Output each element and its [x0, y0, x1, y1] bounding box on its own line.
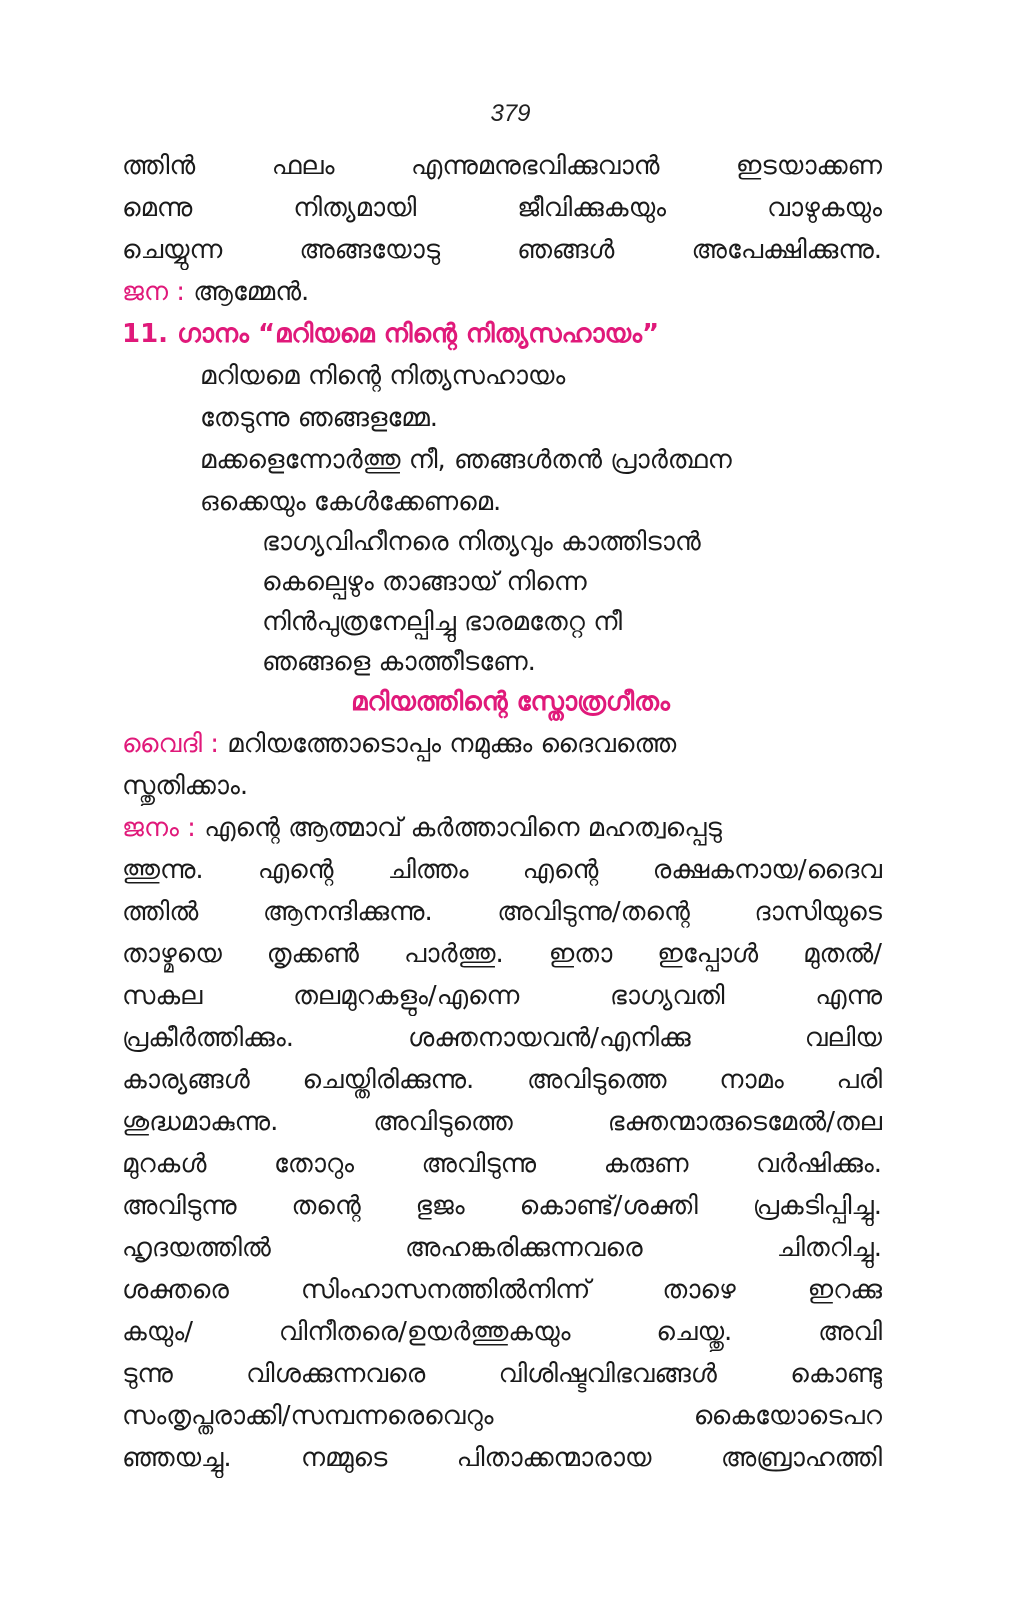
text-line: പ്രകീർത്തിക്കും. ശക്തനായവൻ/എനിക്കു വലിയ — [122, 1023, 882, 1053]
page-number: 379 — [490, 100, 531, 127]
text-line: അവിടുന്നു തന്റെ ഭുജം കൊണ്ട്/ശക്തി പ്രകടിപ്പിച്ചു. — [122, 1191, 882, 1221]
song-heading: 11. ഗാനം “മറിയമെ നിന്റെ നിത്യസഹായം” — [122, 319, 660, 349]
song-line: ഒക്കെയും കേൾക്കേണമെ. — [200, 487, 502, 517]
priest-text: മറിയത്തോടൊപ്പം നമുക്കും ദൈവത്തെ — [227, 729, 677, 759]
text-line: ശുദ്ധമാകുന്നു. അവിടുത്തെ ഭക്തന്മാരുടെമേൽ/തല — [122, 1107, 882, 1137]
speaker-label: വൈദി : — [122, 729, 220, 759]
text-line: താഴ്മയെ തൃക്കൺ പാർത്തു. ഇതാ ഇപ്പോൾ മുതൽ/ — [122, 939, 882, 969]
speaker-label: ജന : — [122, 277, 186, 307]
song-line: കെല്പെഴും താങ്ങായ് നിന്നെ — [262, 567, 587, 597]
song-line: മറിയമെ നിന്റെ നിത്യസഹായം — [200, 361, 566, 391]
text-line: ഹൃദയത്തിൽ അഹങ്കരിക്കുന്നവരെ ചിതറിച്ചു. — [122, 1233, 882, 1263]
people-text: എന്റെ ആത്മാവ് കർത്താവിനെ മഹത്വപ്പെടു — [204, 813, 722, 843]
text-line: കാര്യങ്ങൾ ചെയ്തിരിക്കുന്നു. അവിടുത്തെ നാമം പരി — [122, 1065, 882, 1095]
text-line: ശക്തരെ സിംഹാസനത്തിൽനിന്ന് താഴെ ഇറക്കു — [122, 1275, 882, 1305]
speaker-label: ജനം : — [122, 813, 196, 843]
song-line: തേടുന്നു ഞങ്ങളമ്മേ. — [200, 403, 439, 433]
section-title: മറിയത്തിന്റെ സ്തോത്രഗീതം — [351, 687, 670, 717]
text-line: മെന്നു നിത്യമായി ജീവിക്കുകയും വാഴുകയും — [122, 193, 882, 223]
text-line: ത്തുന്നു. എന്റെ ചിത്തം എന്റെ രക്ഷകനായ/ദൈവ — [122, 855, 882, 885]
response-line — [122, 272, 882, 312]
text-line: സ്തുതിക്കാം. — [122, 771, 249, 801]
text-line: മുറകൾ തോറും അവിടുന്നു കരുണ വർഷിക്കും. — [122, 1149, 882, 1179]
song-line: നിൻപുത്രനേല്പിച്ചു ഭാരമതേറ്റ നീ — [262, 607, 622, 637]
text-line: സകല തലമുറകളും/എന്നെ ഭാഗ്യവതി എന്നു — [122, 981, 882, 1011]
text-line: സംതൃപ്തരാക്കി/സമ്പന്നരെവെറും കൈയോടെപറ — [122, 1401, 882, 1431]
people-line — [122, 808, 882, 848]
priest-line — [122, 724, 882, 764]
song-line: ഭാഗ്യവിഹീനരെ നിത്യവും കാത്തിടാൻ — [262, 527, 701, 557]
text-line: ത്തിൽ ആനന്ദിക്കുന്നു. അവിടുന്നു/തന്റെ ദാസിയുടെ — [122, 897, 882, 927]
text-line: കയും/ വിനീതരെ/ഉയർത്തുകയും ചെയ്തു. അവി — [122, 1317, 882, 1347]
song-line: ഞങ്ങളെ കാത്തീടണേ. — [262, 647, 536, 677]
text-line: ടുന്നു വിശക്കുന്നവരെ വിശിഷ്ടവിഭവങ്ങൾ കൊണ്ടു — [122, 1359, 882, 1389]
text-line: ചെയ്യുന്ന അങ്ങയോടു ഞങ്ങൾ അപേക്ഷിക്കുന്നു. — [122, 235, 882, 265]
text-line: ത്തിൻ ഫലം എന്നുമനുഭവിക്കുവാൻ ഇടയാക്കണ — [122, 151, 882, 181]
response-text: ആമ്മേൻ. — [193, 277, 310, 307]
text-line: ഞ്ഞയച്ചു. നമ്മുടെ പിതാക്കന്മാരായ അബ്രാഹത്തി — [122, 1443, 882, 1473]
song-line: മക്കളെന്നോർത്തു നീ, ഞങ്ങൾതൻ പ്രാർത്ഥന — [200, 445, 732, 475]
